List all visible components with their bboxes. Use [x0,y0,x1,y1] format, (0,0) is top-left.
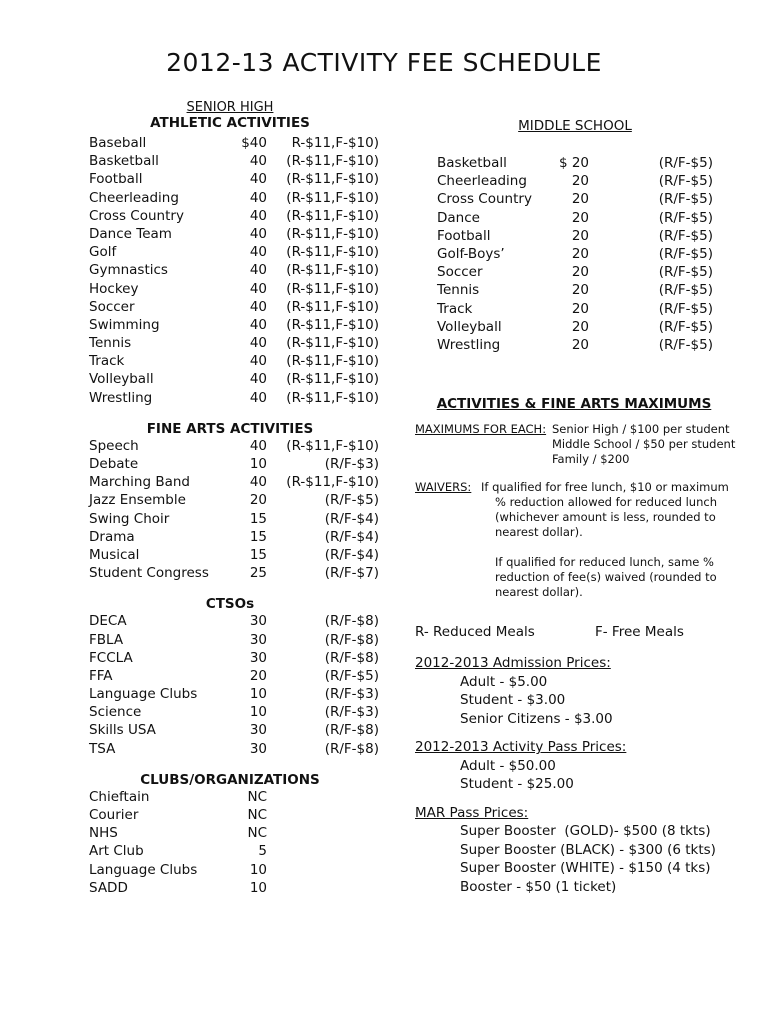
clubs-header: CLUBS/ORGANIZATIONS [140,771,320,788]
activity-name: Drama [89,528,135,545]
activity-reduced-fee: (R-$11,F-$10) [286,171,379,188]
activity-price: 40 [249,389,267,406]
activity-name: Chieftain [89,788,150,805]
activity-price: 15 [249,528,267,545]
fee-row [89,721,389,739]
activity-price: 20 [571,300,589,317]
activity-price: 40 [249,189,267,206]
waivers-block [415,480,755,606]
fee-row [89,491,389,509]
activity-name: Musical [89,546,140,563]
activity-name: Track [437,300,473,317]
activity-reduced-fee: (R/F-$3) [324,456,379,472]
waivers-label: WAIVERS: [415,480,472,495]
fee-row [89,352,389,370]
activity-name: Art Club [89,843,144,860]
activity-reduced-fee: (R/F-$8) [324,740,379,757]
activity-name: Volleyball [437,318,502,335]
price-line: Booster - $50 (1 ticket) [460,878,617,895]
fee-row [437,172,737,190]
activity-reduced-fee: (R/F-$5) [658,336,713,353]
activity-name: Language Clubs [89,686,198,703]
maximum-line: Senior High / $100 per student [552,422,730,437]
athletic-header: ATHLETIC ACTIVITIES [150,115,310,131]
activity-price: 30 [249,740,267,757]
activity-price: 40 [249,437,267,454]
activity-price: 20 [571,282,589,299]
fee-row [89,170,389,188]
senior-high-label: SENIOR HIGH [186,100,274,115]
fee-row [89,455,389,473]
waivers-line: (whichever amount is less, rounded to [495,510,716,525]
activity-name: Student Congress [89,565,209,582]
activity-reduced-fee: (R-$11,F-$10) [286,298,379,315]
activity-pass-header: 2012-2013 Activity Pass Prices: [415,739,627,756]
activity-name: Wrestling [437,336,501,353]
fee-row [89,564,389,582]
activity-name: TSA [89,740,116,757]
activity-price: 20 [571,173,589,190]
activity-price: 40 [249,153,267,170]
activity-reduced-fee: (R-$11,F-$10) [286,353,379,370]
activity-reduced-fee: (R/F-$4) [324,510,379,527]
fine-arts-list [89,437,389,583]
activity-reduced-fee: (R/F-$5) [658,318,713,335]
activity-name: Wrestling [89,389,153,406]
activity-name: Debate [89,456,139,472]
fee-row [89,334,389,352]
fee-row [437,209,737,227]
activity-reduced-fee: (R-$11,F-$10) [286,244,379,261]
activity-price: 30 [249,613,267,630]
waivers-line: If qualified for reduced lunch, same % [495,555,714,570]
page-title: 2012-13 ACTIVITY FEE SCHEDULE [166,48,602,77]
maximum-line: Family / $200 [552,452,630,467]
activity-name: Volleyball [89,371,154,388]
activity-reduced-fee: (R/F-$5) [658,282,713,299]
price-line: Super Booster (BLACK) - $300 (6 tkts) [460,841,716,858]
fee-row [89,806,389,824]
fee-row [89,879,389,897]
price-line: Super Booster (GOLD)- $500 (8 tkts) [460,823,711,840]
fee-row [89,225,389,243]
fee-row [89,389,389,407]
fee-row [89,740,389,758]
activity-name: Basketball [437,155,507,171]
fee-row [437,300,737,318]
activity-reduced-fee: (R-$11,F-$10) [286,262,379,279]
activity-price: 40 [249,171,267,188]
price-line: Adult - $5.00 [460,673,548,690]
activity-price: 40 [249,280,267,297]
activity-name: SADD [89,879,128,896]
activity-price: $40 [241,135,267,151]
waivers-line: % reduction allowed for reduced lunch [495,495,717,510]
price-line: Super Booster (WHITE) - $150 (4 tks) [460,860,711,877]
activity-price: 40 [249,316,267,333]
activity-reduced-fee: (R/F-$8) [324,613,379,630]
fee-row [89,528,389,546]
fee-row [89,316,389,334]
activity-price: 20 [571,318,589,335]
fee-row [89,703,389,721]
activity-reduced-fee: (R/F-$7) [324,565,379,582]
activity-name: Hockey [89,280,139,297]
mar-pass-header: MAR Pass Prices: [415,804,529,821]
activity-price: 40 [249,225,267,242]
fee-row [437,336,737,354]
maximums-label: MAXIMUMS FOR EACH: [415,422,547,437]
maximum-line: Middle School / $50 per student [552,437,736,452]
activity-reduced-fee: (R/F-$8) [324,631,379,648]
fee-row [89,546,389,564]
activity-name: Golf-Boys’ [437,245,505,262]
activity-reduced-fee: (R/F-$3) [324,686,379,703]
activity-price: 40 [249,298,267,315]
fee-row [89,824,389,842]
activity-price: NC [247,825,267,842]
price-line: Student - $25.00 [460,776,574,793]
activity-reduced-fee: (R/F-$5) [658,209,713,226]
activity-name: Science [89,704,142,721]
activity-name: Soccer [89,298,135,315]
fee-row [89,243,389,261]
activity-reduced-fee: (R/F-$8) [324,722,379,739]
activity-reduced-fee: (R/F-$3) [324,704,379,721]
activity-reduced-fee: (R/F-$5) [658,264,713,281]
activity-name: Swimming [89,316,160,333]
fine-arts-header: FINE ARTS ACTIVITIES [146,420,314,437]
fee-row [437,263,737,281]
activity-reduced-fee: (R/F-$5) [658,191,713,208]
fee-row [89,649,389,667]
activity-name: NHS [89,825,118,842]
mar-pass-list [415,822,755,896]
activity-price: 15 [249,546,267,563]
fee-row [89,280,389,298]
activity-reduced-fee: (R/F-$5) [658,245,713,262]
activity-reduced-fee: (R-$11,F-$10) [286,153,379,170]
activity-name: Cheerleading [437,173,527,190]
fee-row [89,152,389,170]
activity-price: $ 20 [558,155,589,171]
activity-price: 15 [249,510,267,527]
fee-row [437,190,737,208]
activity-price: 20 [249,667,267,684]
fee-row [437,281,737,299]
activity-price: 20 [571,227,589,244]
activity-price: 40 [249,371,267,388]
activity-price: 40 [249,474,267,491]
activity-price: 30 [249,649,267,666]
activity-name: Swing Choir [89,510,170,527]
fee-row [89,842,389,860]
activity-name: Track [89,353,125,370]
fee-row [89,261,389,279]
activity-reduced-fee: (R-$11,F-$10) [286,207,379,224]
fee-row [89,861,389,879]
activity-price: 5 [258,843,267,860]
activity-price: 10 [249,686,267,703]
waivers-line: If qualified for free lunch, $10 or maximum [481,480,729,495]
fee-row [89,207,389,225]
maximums-block [415,422,755,474]
senior-high-column [89,100,389,897]
activity-pass-list [415,757,755,794]
activity-reduced-fee: (R-$11,F-$10) [286,225,379,242]
activity-price: 40 [249,335,267,352]
activity-price: 10 [249,861,267,878]
ctsos-header: CTSOs [205,596,255,613]
activity-name: Cheerleading [89,189,179,206]
activity-reduced-fee: (R/F-$5) [658,173,713,190]
activity-price: 10 [249,704,267,721]
admission-header: 2012-2013 Admission Prices: [415,655,611,672]
activity-name: Dance Team [89,225,172,242]
reduced-meals-legend: R- Reduced Meals [415,624,535,641]
activity-name: Basketball [89,153,159,170]
fee-row [437,318,737,336]
activity-name: Language Clubs [89,861,198,878]
activity-name: Tennis [89,335,132,352]
activity-reduced-fee: (R-$11,F-$10) [286,316,379,333]
activity-price: 20 [571,209,589,226]
activity-reduced-fee: (R-$11,F-$10) [286,335,379,352]
activity-price: NC [247,807,267,823]
activity-name: Speech [89,437,139,454]
fee-row [89,189,389,207]
fee-row [437,227,737,245]
activity-name: DECA [89,613,127,630]
fee-row [89,631,389,649]
fee-row [437,154,737,172]
activity-price: 20 [249,492,267,509]
activity-reduced-fee: (R/F-$5) [324,492,379,509]
activity-name: FFA [89,667,113,684]
activity-name: Skills USA [89,722,156,739]
activity-name: Cross Country [89,207,184,224]
activity-price: 10 [249,879,267,896]
fee-row [89,685,389,703]
fee-row [89,667,389,685]
activity-reduced-fee: (R/F-$5) [324,667,379,684]
activity-name: Soccer [437,264,483,281]
activity-price: 30 [249,722,267,739]
activity-name: FBLA [89,631,124,648]
activity-price: 30 [249,631,267,648]
free-meals-legend: F- Free Meals [595,624,684,641]
activity-price: 10 [249,456,267,472]
activity-reduced-fee: R-$11,F-$10) [291,135,379,151]
waivers-line: nearest dollar). [495,525,583,540]
fee-row [89,612,389,630]
clubs-list [89,788,389,897]
activity-name: Football [89,171,143,188]
activity-name: Football [437,227,491,244]
activity-name: Courier [89,807,139,823]
fee-row [89,510,389,528]
activity-reduced-fee: (R/F-$5) [658,155,713,171]
activity-price: 20 [571,264,589,281]
activity-name: Golf [89,244,117,261]
ctsos-list [89,612,389,758]
waivers-line: reduction of fee(s) waived (rounded to [495,570,717,585]
waivers-line: nearest dollar). [495,585,583,600]
activity-price: NC [247,788,267,805]
fee-row [89,788,389,806]
fee-row [89,437,389,455]
activity-reduced-fee: (R/F-$4) [324,528,379,545]
fee-row [437,245,737,263]
activity-name: Gymnastics [89,262,168,279]
activity-name: Dance [437,209,480,226]
activity-name: Cross Country [437,191,532,208]
price-line: Senior Citizens - $3.00 [460,710,613,727]
activity-reduced-fee: (R/F-$8) [324,649,379,666]
price-line: Student - $3.00 [460,692,566,709]
middle-school-list [437,154,737,354]
fee-row [89,134,389,152]
activity-name: Marching Band [89,474,190,491]
activity-reduced-fee: (R-$11,F-$10) [286,371,379,388]
activity-name: FCCLA [89,649,133,666]
activity-reduced-fee: (R/F-$4) [324,546,379,563]
activity-name: Jazz Ensemble [89,492,186,509]
price-line: Adult - $50.00 [460,757,556,774]
activity-reduced-fee: (R/F-$5) [658,300,713,317]
activity-reduced-fee: (R-$11,F-$10) [286,280,379,297]
activity-reduced-fee: (R-$11,F-$10) [286,389,379,406]
fee-row [89,473,389,491]
activity-reduced-fee: (R-$11,F-$10) [286,189,379,206]
middle-school-label: MIDDLE SCHOOL [518,118,632,134]
activity-price: 40 [249,207,267,224]
fee-row [89,370,389,388]
activity-price: 20 [571,191,589,208]
activity-reduced-fee: (R-$11,F-$10) [286,437,379,454]
maximums-header: ACTIVITIES & FINE ARTS MAXIMUMS [436,396,712,413]
activity-price: 25 [249,565,267,582]
activity-price: 40 [249,353,267,370]
athletic-list [89,134,389,407]
meal-legend [415,624,755,644]
fee-row [89,298,389,316]
activity-name: Tennis [437,282,480,299]
activity-reduced-fee: (R-$11,F-$10) [286,474,379,491]
activity-price: 20 [571,336,589,353]
middle-school-column [415,118,755,896]
admission-list [415,673,755,729]
activity-price: 40 [249,244,267,261]
activity-name: Baseball [89,135,147,151]
activity-price: 20 [571,245,589,262]
activity-reduced-fee: (R/F-$5) [658,227,713,244]
activity-price: 40 [249,262,267,279]
